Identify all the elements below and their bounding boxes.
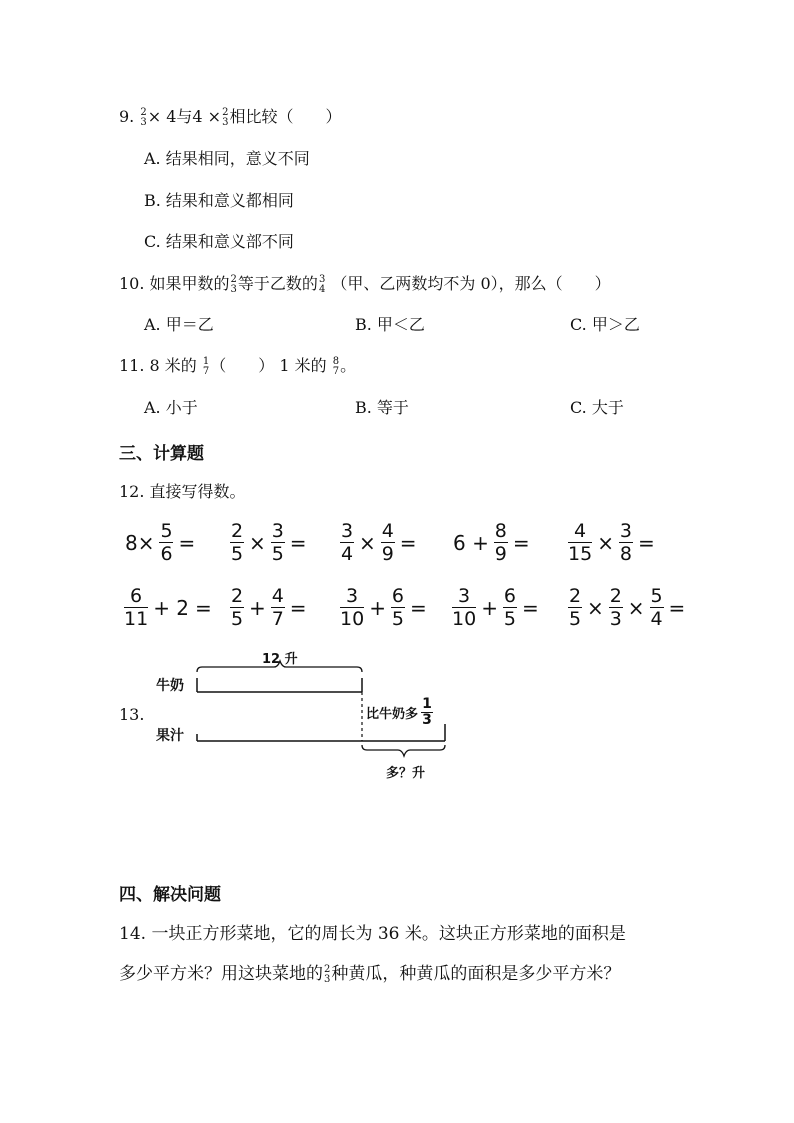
q11-mid: （ ） 1 米的 bbox=[210, 356, 327, 375]
calc-operator: + bbox=[369, 595, 386, 620]
fraction: 3 5 bbox=[271, 520, 284, 565]
q10-option-a: A. 甲＝乙 bbox=[144, 315, 214, 334]
q10-mid: 等于乙数的 bbox=[237, 274, 318, 293]
fraction: 2 5 bbox=[230, 585, 244, 630]
fraction: 8 9 bbox=[494, 520, 507, 565]
q11-tail: 。 bbox=[340, 356, 357, 375]
extra-brace bbox=[362, 745, 445, 756]
calc-prefix: 8× bbox=[125, 530, 155, 555]
q13-number: 13. bbox=[119, 705, 145, 724]
fraction: 4 9 bbox=[381, 520, 394, 565]
q11-option-b: B. 等于 bbox=[355, 398, 409, 417]
q9-number: 9. bbox=[119, 107, 135, 126]
calc-equals: = bbox=[521, 595, 539, 620]
calc-equals: = bbox=[399, 530, 417, 555]
q10-tail: （甲、乙两数均不为 0），那么（ ） bbox=[331, 274, 611, 293]
calc-equals: = bbox=[637, 530, 655, 555]
juice-label: 果汁 bbox=[156, 728, 184, 744]
q10-option-b: B. 甲＜乙 bbox=[355, 315, 425, 334]
fraction: 4 15 bbox=[568, 520, 593, 565]
more-than-label: 比牛奶多 1 3 bbox=[366, 696, 432, 728]
calc-equals: = bbox=[512, 530, 530, 555]
section-3-title: 三、计算题 bbox=[119, 444, 204, 464]
calc-operator: × bbox=[249, 530, 266, 555]
calc-equals: = bbox=[409, 595, 427, 620]
fraction: 5 6 bbox=[160, 520, 173, 565]
q9-option-a: A. 结果相同，意义不同 bbox=[144, 149, 310, 168]
fraction: 2 5 bbox=[568, 585, 582, 630]
q11-lead: 11. 8 米的 bbox=[119, 356, 197, 375]
fraction: 6 5 bbox=[503, 585, 516, 630]
fraction: 6 5 bbox=[391, 585, 404, 630]
section-4-title: 四、解决问题 bbox=[119, 885, 221, 905]
milk-amount: 12 升 bbox=[262, 652, 298, 667]
q10-fraction-b: 3 4 bbox=[318, 273, 326, 295]
q11-option-c: C. 大于 bbox=[570, 398, 624, 417]
q10-lead: 10. 如果甲数的 bbox=[119, 274, 230, 293]
fraction: 6 11 bbox=[124, 585, 149, 630]
calc-equals: = bbox=[178, 530, 196, 555]
q9-option-c: C. 结果和意义部不同 bbox=[144, 232, 294, 251]
q14-line-1: 14. 一块正方形菜地，它的周长为 36 米。这块正方形菜地的面积是 bbox=[119, 924, 626, 944]
fraction: 2 3 bbox=[609, 585, 622, 630]
calc-operator: × bbox=[597, 530, 614, 555]
calc-operator: + 2 bbox=[153, 595, 190, 620]
fraction: 2 5 bbox=[230, 520, 244, 565]
fraction: 3 4 bbox=[340, 520, 354, 565]
unknown-amount: 多？升 bbox=[386, 766, 426, 781]
q10-option-c: C. 甲＞乙 bbox=[570, 315, 640, 334]
q11-fraction-a: 1 7 bbox=[202, 355, 210, 377]
q10-fraction-a: 2 3 bbox=[230, 273, 237, 295]
q9-fraction-a: 2 3 bbox=[140, 106, 147, 128]
more-fraction: 1 3 bbox=[422, 696, 432, 728]
calc-equals: = bbox=[195, 595, 212, 620]
fraction: 3 8 bbox=[619, 520, 632, 565]
fraction: 5 4 bbox=[650, 585, 663, 630]
fraction: 4 7 bbox=[271, 585, 284, 630]
milk-label: 牛奶 bbox=[156, 678, 184, 694]
q11-option-a: A. 小于 bbox=[144, 398, 198, 417]
fraction: 3 10 bbox=[340, 585, 365, 630]
calc-operator: + bbox=[249, 595, 266, 620]
q14-line-2: 多少平方米？用这块菜地的 2 3 种黄瓜，种黄瓜的面积是多少平方米？ bbox=[119, 963, 621, 985]
q11-fraction-b: 8 7 bbox=[332, 355, 340, 377]
calc-operator: × bbox=[627, 595, 645, 620]
calc-prefix: 6 + bbox=[453, 530, 489, 555]
q12-prompt: 12. 直接写得数。 bbox=[119, 482, 246, 501]
q14-fraction: 2 3 bbox=[324, 963, 331, 985]
calc-operator: + bbox=[481, 595, 498, 620]
q9-option-b: B. 结果和意义都相同 bbox=[144, 191, 294, 210]
calc-operator: × bbox=[359, 530, 376, 555]
calc-equals: = bbox=[668, 595, 686, 620]
q9-fraction-b: 2 3 bbox=[222, 106, 229, 128]
q9-tail: 相比较（ ） bbox=[229, 107, 342, 126]
calc-operator: × bbox=[587, 595, 604, 620]
calc-equals: = bbox=[289, 595, 307, 620]
fraction: 3 10 bbox=[452, 585, 477, 630]
calc-equals: = bbox=[289, 530, 307, 555]
q9-mid: × 4与4 × bbox=[147, 107, 222, 126]
